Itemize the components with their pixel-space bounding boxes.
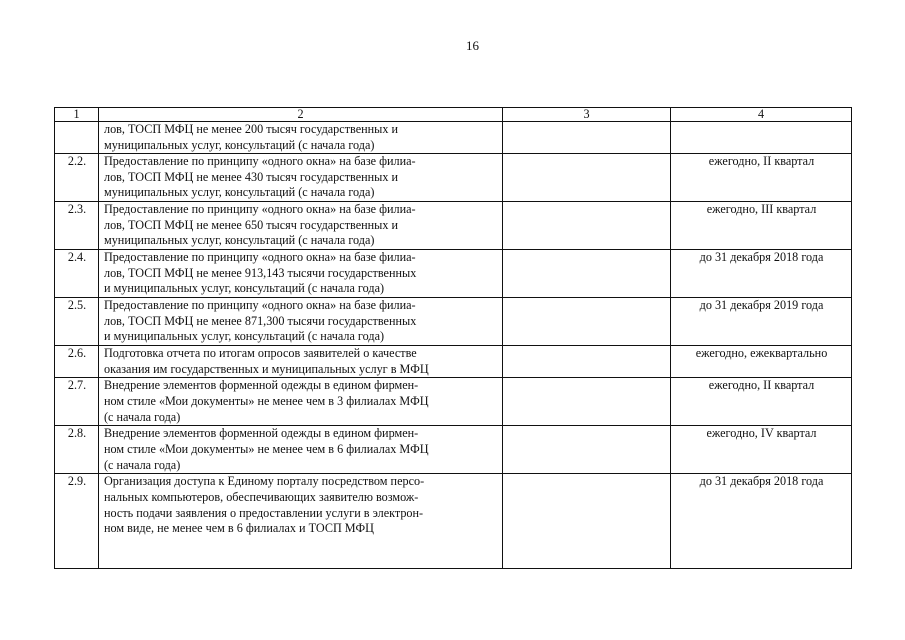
table-header-row [55, 108, 852, 122]
row-number: 2.5. [55, 298, 99, 346]
header-col-3: 3 [503, 108, 671, 122]
row-number: 2.6. [55, 346, 99, 378]
table-row [55, 346, 852, 378]
header-col-4: 4 [671, 108, 852, 122]
row-description: лов, ТОСП МФЦ не менее 200 тысяч государственных и муниципальных услуг, консультаций (с начала года) [99, 122, 503, 154]
table-row [55, 474, 852, 569]
row-number: 2.9. [55, 474, 99, 569]
row-col3 [503, 346, 671, 378]
row-col3 [503, 250, 671, 298]
row-number: 2.2. [55, 154, 99, 202]
row-col3 [503, 202, 671, 250]
row-description: Предоставление по принципу «одного окна» на базе филиа- лов, ТОСП МФЦ не менее 871,300 тысячи государственных и муниципальных услуг, консультаций (с начала года) [99, 298, 503, 346]
row-deadline: ежегодно, II квартал [671, 378, 852, 426]
table-row [55, 202, 852, 250]
row-description: Подготовка отчета по итогам опросов заявителей о качестве оказания им государственных и муниципальных услуг в МФЦ [99, 346, 503, 378]
row-number: 2.7. [55, 378, 99, 426]
row-description: Внедрение элементов форменной одежды в едином фирмен- ном стиле «Мои документы» не менее чем в 6 филиалах МФЦ (с начала года) [99, 426, 503, 474]
row-number: 2.4. [55, 250, 99, 298]
row-deadline [671, 122, 852, 154]
row-col3 [503, 122, 671, 154]
row-description: Предоставление по принципу «одного окна» на базе филиа- лов, ТОСП МФЦ не менее 913,143 тысячи государственных и муниципальных услуг, консультаций (с начала года) [99, 250, 503, 298]
header-col-2: 2 [99, 108, 503, 122]
table-row [55, 154, 852, 202]
row-description: Предоставление по принципу «одного окна» на базе филиа- лов, ТОСП МФЦ не менее 650 тысяч государственных и муниципальных услуг, консультаций (с начала года) [99, 202, 503, 250]
row-deadline: до 31 декабря 2018 года [671, 250, 852, 298]
row-deadline: ежегодно, ежеквартально [671, 346, 852, 378]
table-row [55, 250, 852, 298]
row-deadline: ежегодно, IV квартал [671, 426, 852, 474]
row-description: Организация доступа к Единому порталу посредством персо- нальных компьютеров, обеспечивающих заявителю возмож- ность подачи заявления о предоставлении услуги в электрон- ном виде, не менее чем в 6 филиалах и ТОСП МФЦ [99, 474, 503, 569]
row-col3 [503, 474, 671, 569]
table-row [55, 426, 852, 474]
header-col-1: 1 [55, 108, 99, 122]
row-number: 2.8. [55, 426, 99, 474]
row-deadline: до 31 декабря 2019 года [671, 298, 852, 346]
row-description: Внедрение элементов форменной одежды в едином фирмен- ном стиле «Мои документы» не менее чем в 3 филиалах МФЦ (с начала года) [99, 378, 503, 426]
row-description: Предоставление по принципу «одного окна» на базе филиа- лов, ТОСП МФЦ не менее 430 тысяч государственных и муниципальных услуг, консультаций (с начала года) [99, 154, 503, 202]
row-deadline: до 31 декабря 2018 года [671, 474, 852, 569]
row-col3 [503, 378, 671, 426]
row-number [55, 122, 99, 154]
row-number: 2.3. [55, 202, 99, 250]
row-col3 [503, 298, 671, 346]
row-deadline: ежегодно, III квартал [671, 202, 852, 250]
table-row [55, 298, 852, 346]
table-row [55, 122, 852, 154]
row-col3 [503, 154, 671, 202]
table-row [55, 378, 852, 426]
plan-table [54, 107, 852, 569]
page-number: 16 [466, 38, 479, 53]
row-deadline: ежегодно, II квартал [671, 154, 852, 202]
row-col3 [503, 426, 671, 474]
